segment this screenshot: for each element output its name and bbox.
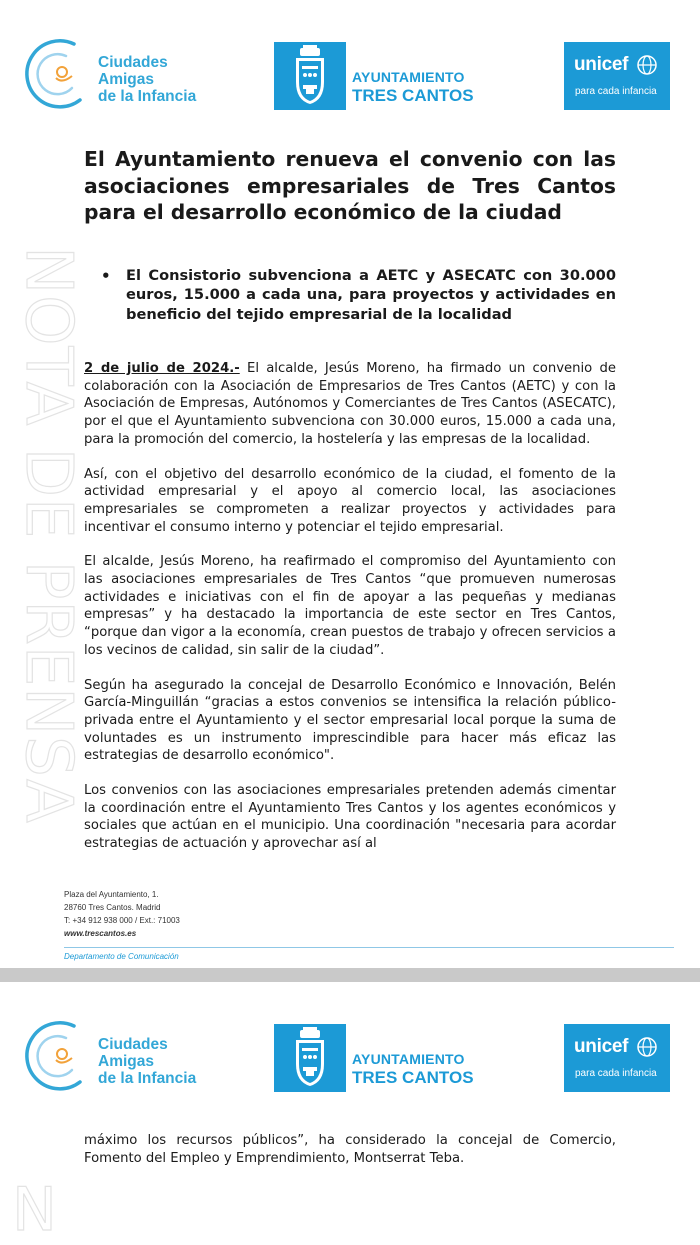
footer-phone: T: +34 912 938 000 / Ext.: 71003 bbox=[64, 916, 180, 925]
ciudades-line-1: Ciudades bbox=[98, 54, 168, 71]
footer-website-link[interactable]: www.trescantos.es bbox=[64, 929, 137, 938]
paragraph-4: Según ha asegurado la concejal de Desarrollo Económico e Innovación, Belén García-Minguillán “gracias a estos convenios se intensifica la relación público-privada entre el Ayuntamiento y el sector empresarial local porque la suma de voluntades es un instrumento imprescindible para hacer más eficaz las estrategias de desarrollo económico". bbox=[84, 677, 616, 764]
press-release-title: El Ayuntamiento renueva el convenio con las asociaciones empresariales de Tres Cantos para el desarrollo económico de la ciudad bbox=[84, 147, 616, 224]
footer-address-1: Plaza del Ayuntamiento, 1. bbox=[64, 890, 159, 899]
ayuntamiento-line-2: TRES CANTOS bbox=[352, 1068, 474, 1087]
ciudades-line-3: de la Infancia bbox=[98, 1070, 197, 1087]
unicef-tagline: para cada infancia bbox=[575, 1068, 657, 1079]
unicef-tagline: para cada infancia bbox=[575, 86, 657, 97]
paragraph-1-text: El alcalde, Jesús Moreno, ha firmado un convenio de colaboración con la Asociación de Empresarios de Tres Cantos (AETC) y con la Asociación de Empresas, Autónomos y Comerciantes de Tres Cantos (ASECATC), por el que el Ayuntamiento subvenciona con 30.000 euros, 15.000 a cada una, para la promoción del comercio, la hostelería y las empresas de la localidad. bbox=[84, 361, 616, 447]
ayuntamiento-wordmark bbox=[352, 68, 474, 106]
unicef-globe-icon bbox=[636, 1036, 658, 1058]
unicef-globe-icon bbox=[636, 54, 658, 76]
footer-address-2: 28760 Tres Cantos. Madrid bbox=[64, 903, 161, 912]
ciudades-amigas-logo bbox=[22, 36, 212, 116]
crest-icon bbox=[274, 42, 346, 110]
ciudades-amigas-wordmark bbox=[98, 54, 196, 105]
paragraph-5: Los convenios con las asociaciones empresariales pretenden además cimentar la coordinación entre el Ayuntamiento Tres Cantos y los agentes económicos y sociales que actúan en el municipio. Una coordinación "necesaria para acordar estrategias de actuación y aprovechar así al bbox=[84, 783, 616, 852]
ciudades-amigas-logo-p2 bbox=[22, 1018, 212, 1098]
footer-divider bbox=[64, 947, 674, 948]
ciudades-amigas-wordmark-p2 bbox=[98, 1036, 196, 1087]
unicef-logo bbox=[564, 42, 670, 110]
ciudades-amigas-icon-p2 bbox=[22, 1018, 98, 1098]
ciudades-line-3: de la Infancia bbox=[98, 88, 197, 105]
ayuntamiento-crest-p2 bbox=[274, 1024, 346, 1092]
page-2-paragraph: máximo los recursos públicos”, ha considerado la concejal de Comercio, Fomento del Empleo y Emprendimiento, Montserrat Teba. bbox=[84, 1133, 616, 1166]
ciudades-line-2: Amigas bbox=[98, 71, 154, 88]
watermark-page-2: N bbox=[12, 1175, 57, 1245]
ayuntamiento-line-1: AYUNTAMIENTO bbox=[352, 69, 465, 85]
page-separator bbox=[0, 968, 700, 982]
ciudades-line-2: Amigas bbox=[98, 1053, 154, 1070]
ciudades-amigas-icon bbox=[22, 36, 98, 116]
ciudades-line-1: Ciudades bbox=[98, 1036, 168, 1053]
footer-department: Departamento de Comunicación bbox=[64, 952, 179, 961]
paragraph-1 bbox=[84, 360, 616, 449]
unicef-logo-p2 bbox=[564, 1024, 670, 1092]
ayuntamiento-wordmark-p2 bbox=[352, 1050, 474, 1088]
summary-bullet-text: El Consistorio subvenciona a AETC y ASECATC con 30.000 euros, 15.000 a cada una, para proyectos y actividades en beneficio del tejido empresarial de la localidad bbox=[126, 267, 616, 323]
ayuntamiento-line-2: TRES CANTOS bbox=[352, 86, 474, 105]
watermark-nota-de-prensa: NOTA DE PRENSA bbox=[11, 246, 85, 824]
dateline: 2 de julio de 2024.- bbox=[84, 361, 240, 376]
document-page-2 bbox=[0, 982, 700, 1245]
paragraph-3: El alcalde, Jesús Moreno, ha reafirmado el compromiso del Ayuntamiento con las asociaciones empresariales de Tres Cantos “que promueven numerosas actividades e iniciativas con el fin de apoyar a las pequeñas y medianas empresas” y ha destacado la importancia de este sector en Tres Cantos, “porque dan vigor a la economía, crean puestos de trabajo y ofrecen servicios a los vecinos de calidad, sin salir de la ciudad”. bbox=[84, 554, 616, 658]
ayuntamiento-crest bbox=[274, 42, 346, 110]
unicef-wordmark: unicef bbox=[574, 1036, 629, 1057]
bullet-dot-icon: • bbox=[101, 267, 111, 285]
paragraph-2: Así, con el objetivo del desarrollo económico de la ciudad, el fomento de la actividad empresarial y el apoyo al comercio local, las asociaciones empresariales se comprometen a realizar proyectos y actividades para incentivar el consumo interno y potenciar el tejido empresarial. bbox=[84, 466, 616, 535]
press-release-body bbox=[84, 360, 616, 870]
unicef-wordmark: unicef bbox=[574, 54, 629, 75]
crest-icon-p2 bbox=[274, 1024, 346, 1092]
ayuntamiento-line-1: AYUNTAMIENTO bbox=[352, 1051, 465, 1067]
footer-contact bbox=[64, 888, 180, 940]
